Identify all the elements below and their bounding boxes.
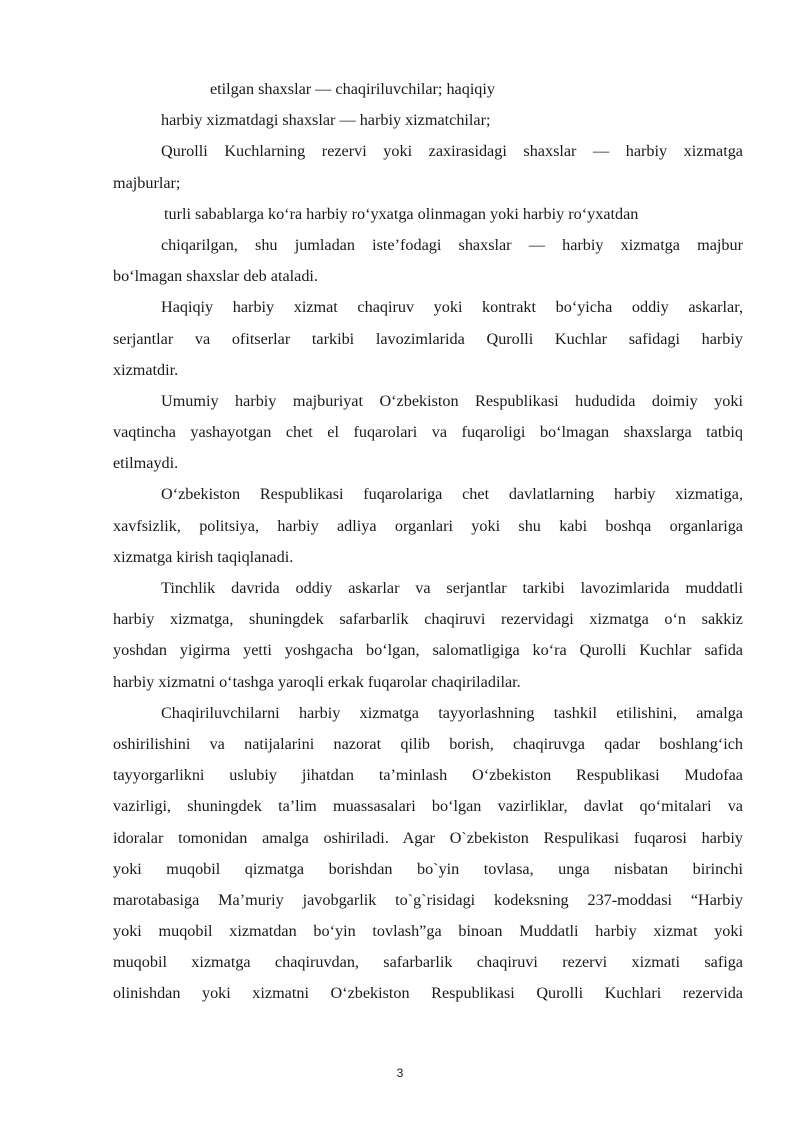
text-line: Qurolli Kuchlarning rezervi yoki zaxirasidagi shaxslar — harbiy xizmatga bbox=[161, 142, 743, 161]
text-line: xizmatga kirish taqiqlanadi. bbox=[113, 547, 294, 566]
text-line: Chaqiriluvchilarni harbiy xizmatga tayyorlashning tashkil etilishini, amalga bbox=[161, 703, 743, 722]
text-line: vazirligi, shuningdek taʼlim muassasalari boʻlgan vazirliklar, davlat qoʻmitalari va bbox=[113, 797, 743, 816]
text-line: Tinchlik davrida oddiy askarlar va serjantlar tarkibi lavozimlarida muddatli bbox=[161, 579, 743, 597]
text-line: harbiy xizmatni oʻtashga yaroqli erkak fuqarolar chaqiriladilar. bbox=[113, 672, 521, 691]
text-line: oshirilishini va natijalarini nazorat qilib borish, chaqiruvga qadar boshlangʻich bbox=[113, 734, 743, 753]
text-line: Oʻzbekiston Respublikasi fuqarolariga chet davlatlarning harbiy xizmatiga, bbox=[161, 485, 743, 504]
text-line: muqobil xizmatga chaqiruvdan, safarbarlik chaqiruvi rezervi xizmati safiga bbox=[113, 953, 743, 972]
page-number: 3 bbox=[396, 1066, 404, 1080]
text-line: etilmaydi. bbox=[113, 454, 179, 473]
text-line: etilgan shaxslar — chaqiriluvchilar; haqiqiy bbox=[210, 80, 495, 98]
text-line: xavfsizlik, politsiya, harbiy adliya organlari yoki shu kabi boshqa organlariga bbox=[113, 516, 743, 535]
text-line: harbiy xizmatga, shuningdek safarbarlik chaqiruvi rezervidagi xizmatga oʻn sakkiz bbox=[113, 610, 743, 629]
text-line: xizmatdir. bbox=[113, 360, 179, 379]
text-line: majburlar; bbox=[113, 173, 181, 192]
text-line: harbiy xizmatdagi shaxslar — harbiy xizmatchilar; bbox=[161, 111, 491, 130]
text-line: chiqarilgan, shu jumladan isteʼfodagi shaxslar — harbiy xizmatga majbur bbox=[161, 235, 743, 254]
text-line: idoralar tomonidan amalga oshiriladi. Agar O`zbekiston Respulikasi fuqarosi harbiy bbox=[113, 828, 743, 847]
text-line: tayyorgarlikni uslubiy jihatdan taʼminlash Oʻzbekiston Respublikasi Mudofaa bbox=[113, 766, 743, 785]
text-line: vaqtincha yashayotgan chet el fuqarolari va fuqaroligi boʻlmagan shaxslarga tatbiq bbox=[113, 423, 743, 442]
text-line: yoshdan yigirma yetti yoshgacha boʻlgan, salomatligiga koʻra Qurolli Kuchlar safida bbox=[113, 641, 743, 660]
text-line: marotabasiga Maʼmuriy javobgarlik to`g`risidagi kodeksning 237-moddasi “Harbiy bbox=[113, 890, 743, 909]
text-line: yoki muqobil xizmatdan boʻyin tovlash”ga binoan Muddatli harbiy xizmat yoki bbox=[113, 922, 743, 941]
text-line: Haqiqiy harbiy xizmat chaqiruv yoki kontrakt boʻyicha oddiy askarlar, bbox=[161, 298, 743, 317]
text-line: boʻlmagan shaxslar deb ataladi. bbox=[113, 267, 318, 286]
body-text bbox=[113, 74, 743, 1010]
text-line: serjantlar va ofitserlar tarkibi lavozimlarida Qurolli Kuchlar safidagi harbiy bbox=[113, 329, 743, 348]
text-line: Umumiy harbiy majburiyat Oʻzbekiston Respublikasi hududida doimiy yoki bbox=[161, 391, 743, 410]
text-line: olinishdan yoki xizmatni Oʻzbekiston Respublikasi Qurolli Kuchlari rezervida bbox=[113, 984, 743, 1003]
text-line: yoki muqobil qizmatga borishdan bo`yin tovlasa, unga nisbatan birinchi bbox=[113, 859, 743, 878]
text-line: turli sabablarga koʻra harbiy roʻyxatga olinmagan yoki harbiy roʻyxatdan bbox=[164, 204, 639, 223]
